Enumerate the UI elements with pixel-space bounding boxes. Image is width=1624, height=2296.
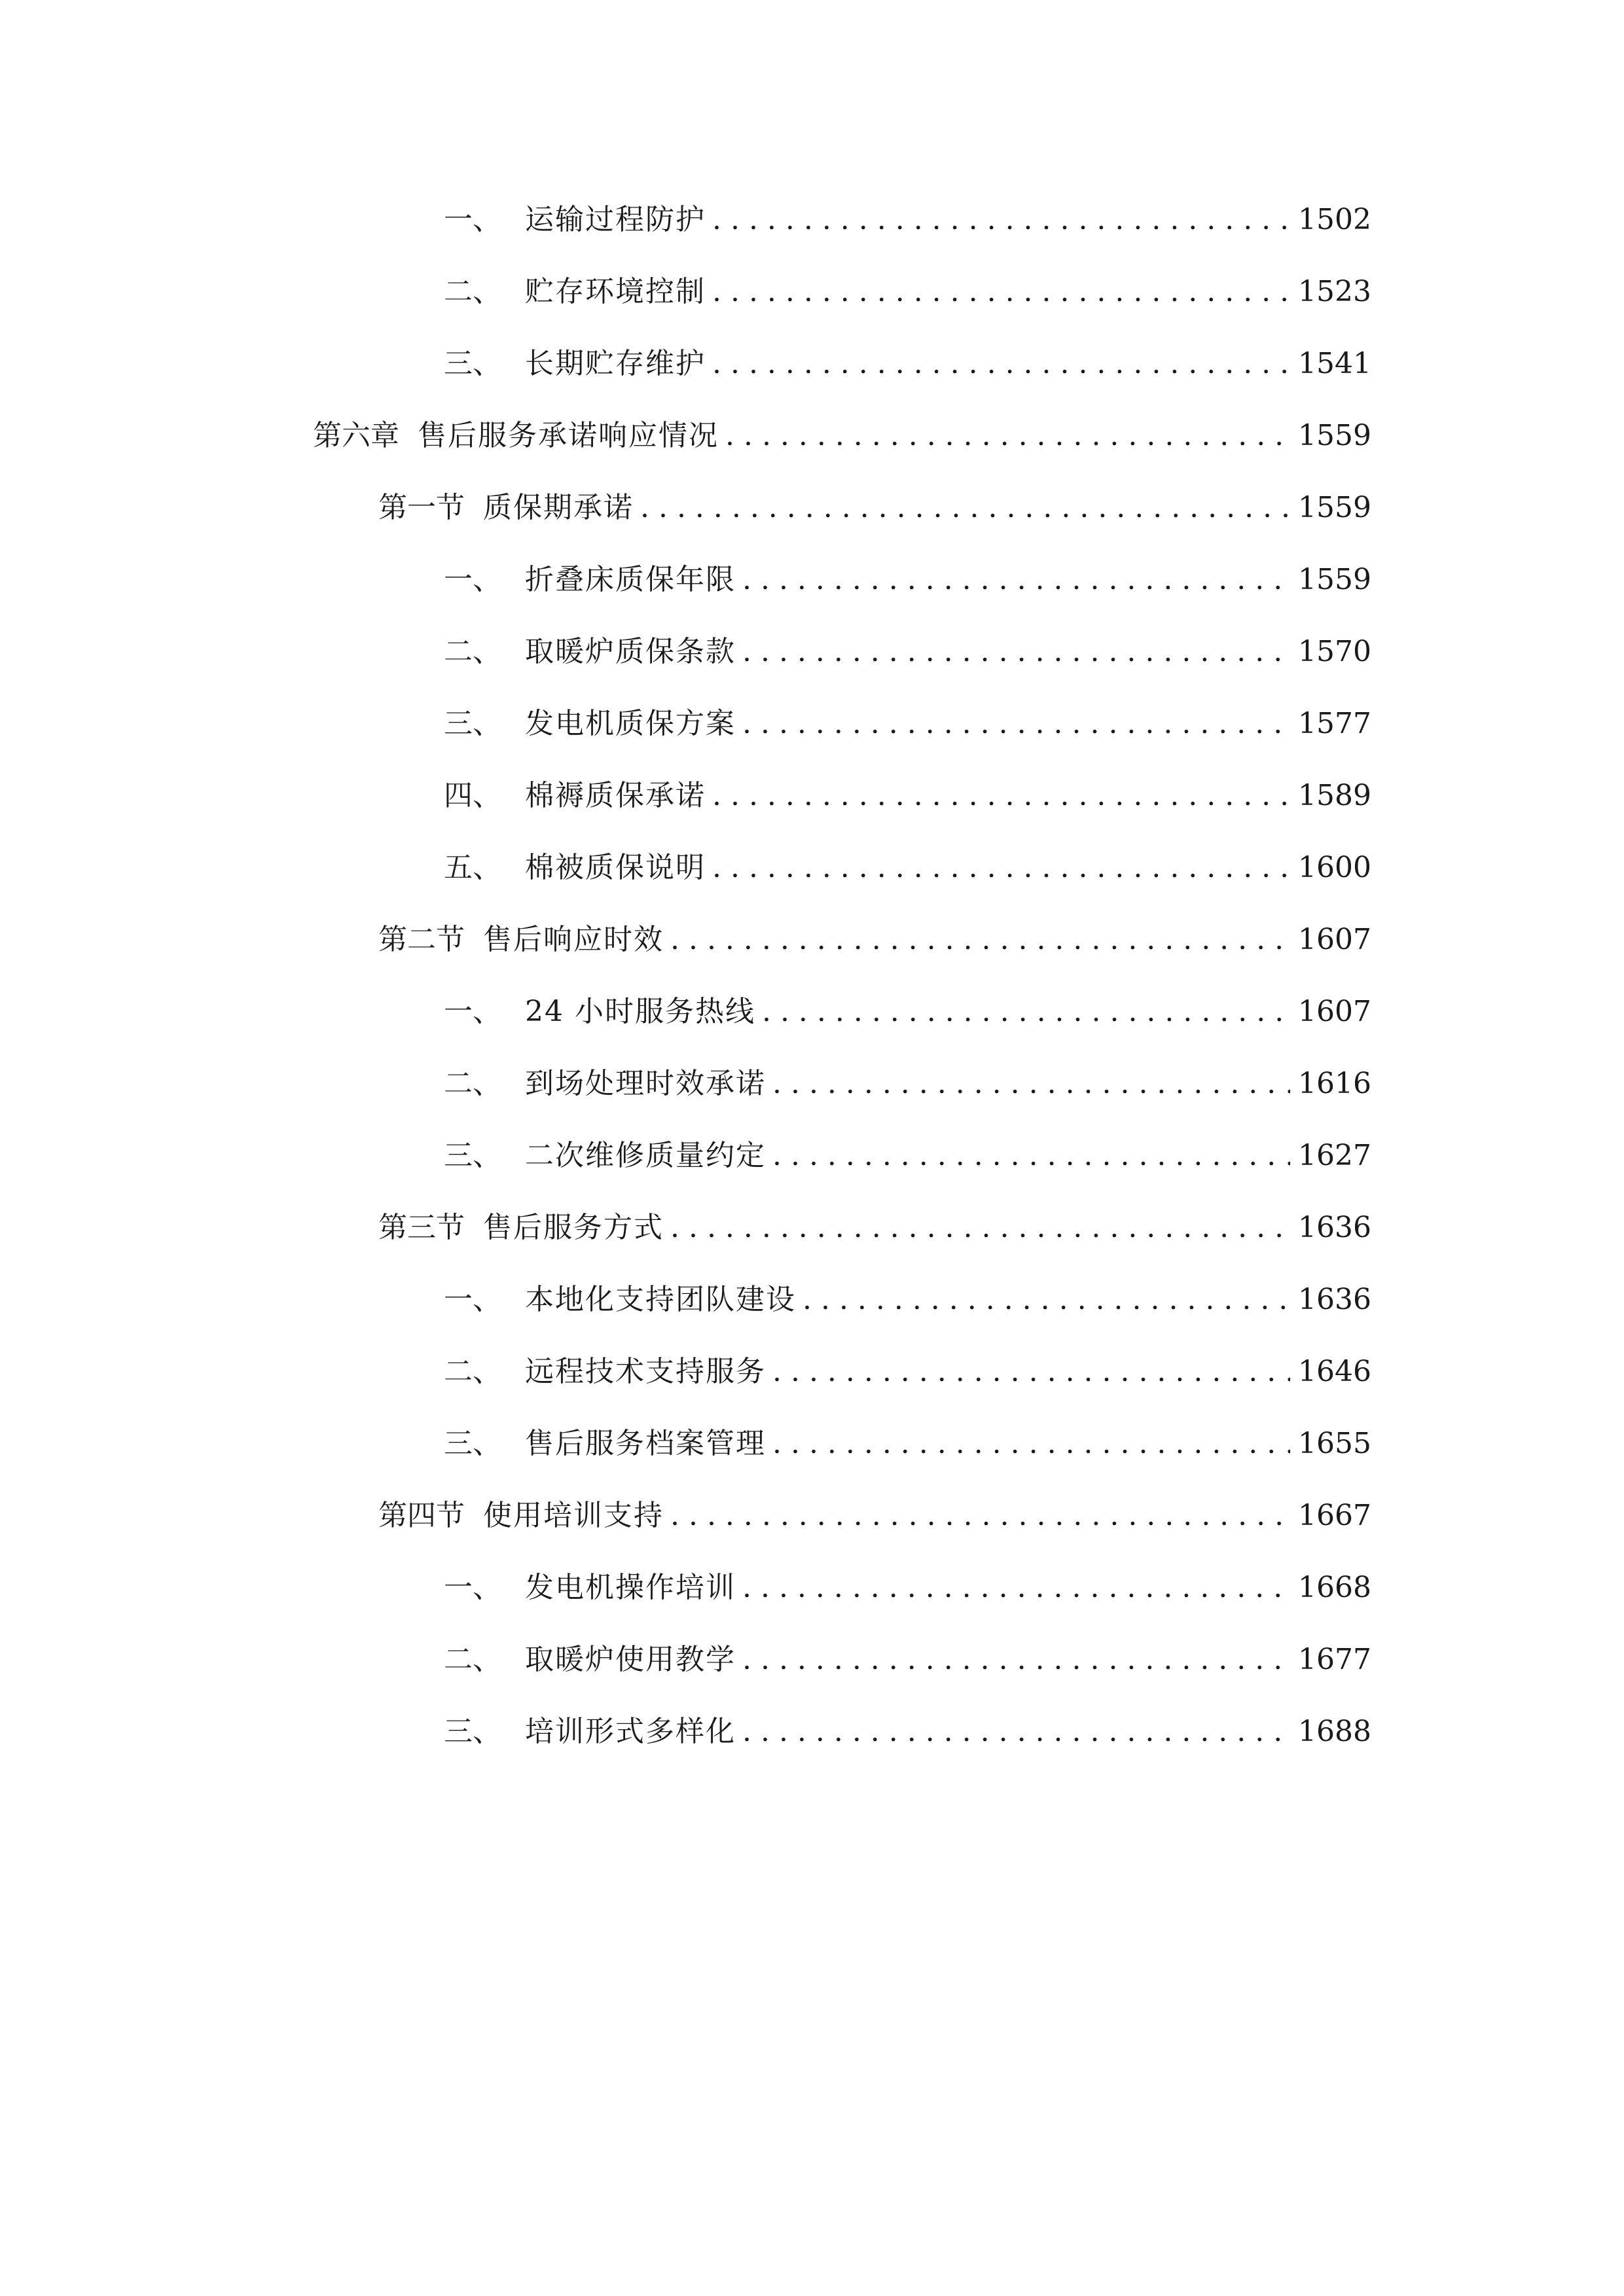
toc-entry-title: 棉被质保说明 [525,851,706,884]
toc-entry-title: 取暖炉使用教学 [525,1643,736,1676]
toc-dot-leader [670,1202,1290,1254]
toc-entry-page: 1589 [1298,779,1371,812]
toc-dot-leader [762,986,1290,1038]
toc-entry-page: 1668 [1298,1571,1371,1604]
toc-entry-title: 售后服务档案管理 [525,1427,766,1460]
toc-entry-title: 到场处理时效承诺 [525,1067,766,1100]
toc-dot-leader [742,626,1290,678]
toc-section-entry[interactable] [378,914,1371,966]
toc-entry[interactable] [444,1130,1371,1182]
toc-section-entry[interactable] [378,1490,1371,1542]
toc-dot-leader [742,1706,1290,1758]
toc-entry-title: 24 小时服务热线 [525,995,755,1028]
toc-entry-title: 售后服务承诺响应情况 [418,419,719,452]
toc-entry[interactable] [444,338,1371,390]
toc-dot-leader [772,1130,1290,1182]
toc-dot-leader [712,194,1290,246]
toc-entry-number: 二、 [444,1355,501,1388]
toc-dot-leader [670,914,1290,966]
toc-entry-page: 1559 [1298,563,1371,596]
toc-entry-title: 发电机操作培训 [525,1571,736,1604]
toc-entry-page: 1559 [1298,419,1371,452]
toc-entry-number: 第六章 [313,419,399,452]
toc-entry-page: 1677 [1298,1643,1371,1676]
toc-entry-number: 二、 [444,275,501,308]
toc-dot-leader [772,1058,1290,1110]
toc-entry-number: 第四节 [378,1499,465,1532]
toc-entry-number: 第一节 [378,491,465,524]
toc-entry-page: 1646 [1298,1355,1371,1388]
toc-entry-number: 三、 [444,1139,501,1172]
toc-dot-leader [712,266,1290,318]
toc-entry-title: 运输过程防护 [525,203,706,236]
toc-entry-page: 1655 [1298,1427,1371,1460]
toc-entry-title: 售后服务方式 [483,1211,664,1244]
toc-entry-number: 一、 [444,203,501,236]
toc-entry-number: 二、 [444,1067,501,1100]
toc-entry-title: 折叠床质保年限 [525,563,736,596]
toc-entry-page: 1570 [1298,635,1371,668]
toc-entry-title: 远程技术支持服务 [525,1355,766,1388]
toc-entry-number: 第二节 [378,923,465,956]
toc-dot-leader [742,1562,1290,1614]
toc-entry-title: 发电机质保方案 [525,707,736,740]
toc-entry[interactable] [444,554,1371,606]
toc-dot-leader [670,1490,1290,1542]
toc-entry-number: 四、 [444,779,501,812]
toc-dot-leader [742,554,1290,606]
toc-dot-leader [803,1274,1290,1326]
toc-dot-leader [712,842,1290,894]
toc-entry[interactable] [444,698,1371,750]
toc-entry[interactable] [444,626,1371,678]
toc-entry[interactable] [444,1418,1371,1470]
toc-dot-leader [712,770,1290,822]
toc-entry-title: 棉褥质保承诺 [525,779,706,812]
toc-dot-leader [712,338,1290,390]
toc-entry-page: 1636 [1298,1283,1371,1316]
toc-entry-page: 1607 [1298,923,1371,956]
toc-entry[interactable] [444,1274,1371,1326]
toc-entry-number: 二、 [444,635,501,668]
toc-entry-number: 一、 [444,995,501,1028]
toc-entry-number: 三、 [444,347,501,380]
toc-entry-title: 长期贮存维护 [525,347,706,380]
toc-dot-leader [742,1634,1290,1686]
toc-entry[interactable] [444,1346,1371,1398]
toc-entry-title: 培训形式多样化 [525,1715,736,1748]
toc-entry-title: 二次维修质量约定 [525,1139,766,1172]
toc-entry-page: 1502 [1298,203,1371,236]
toc-dot-leader [772,1418,1290,1470]
toc-entry-number: 二、 [444,1643,501,1676]
toc-dot-leader [640,482,1290,534]
toc-entry-page: 1667 [1298,1499,1371,1532]
toc-entry-page: 1577 [1298,707,1371,740]
toc-entry-number: 三、 [444,707,501,740]
toc-entry-number: 一、 [444,1571,501,1604]
toc-entry-title: 本地化支持团队建设 [525,1283,796,1316]
toc-entry-title: 使用培训支持 [483,1499,664,1532]
toc-section-entry[interactable] [378,482,1371,534]
toc-chapter-entry[interactable] [313,410,1371,462]
toc-entry-page: 1688 [1298,1715,1371,1748]
toc-entry-title: 售后响应时效 [483,923,664,956]
toc-entry-page: 1616 [1298,1067,1371,1100]
toc-entry-page: 1627 [1298,1139,1371,1172]
toc-entry[interactable] [444,1058,1371,1110]
toc-entry[interactable] [444,1634,1371,1686]
toc-entry-page: 1607 [1298,995,1371,1028]
toc-entry[interactable] [444,1706,1371,1758]
toc-entry-title: 贮存环境控制 [525,275,706,308]
toc-entry-number: 三、 [444,1715,501,1748]
toc-entry-title: 取暖炉质保条款 [525,635,736,668]
toc-entry-page: 1600 [1298,851,1371,884]
toc-entry-page: 1541 [1298,347,1371,380]
toc-entry[interactable] [444,194,1371,246]
toc-entry-page: 1523 [1298,275,1371,308]
toc-section-entry[interactable] [378,1202,1371,1254]
toc-entry[interactable] [444,1562,1371,1614]
toc-entry-number: 一、 [444,1283,501,1316]
toc-entry-number: 三、 [444,1427,501,1460]
toc-entry-title: 质保期承诺 [483,491,634,524]
toc-dot-leader [742,698,1290,750]
toc-entry[interactable] [444,770,1371,822]
toc-entry[interactable] [444,842,1371,894]
toc-entry-page: 1636 [1298,1211,1371,1244]
toc-entry-number: 一、 [444,563,501,596]
toc-entry-number: 五、 [444,851,501,884]
toc-entry[interactable] [444,986,1371,1038]
toc-dot-leader [725,410,1290,462]
toc-entry[interactable] [444,266,1371,318]
toc-entry-number: 第三节 [378,1211,465,1244]
toc-dot-leader [772,1346,1290,1398]
toc-entry-page: 1559 [1298,491,1371,524]
